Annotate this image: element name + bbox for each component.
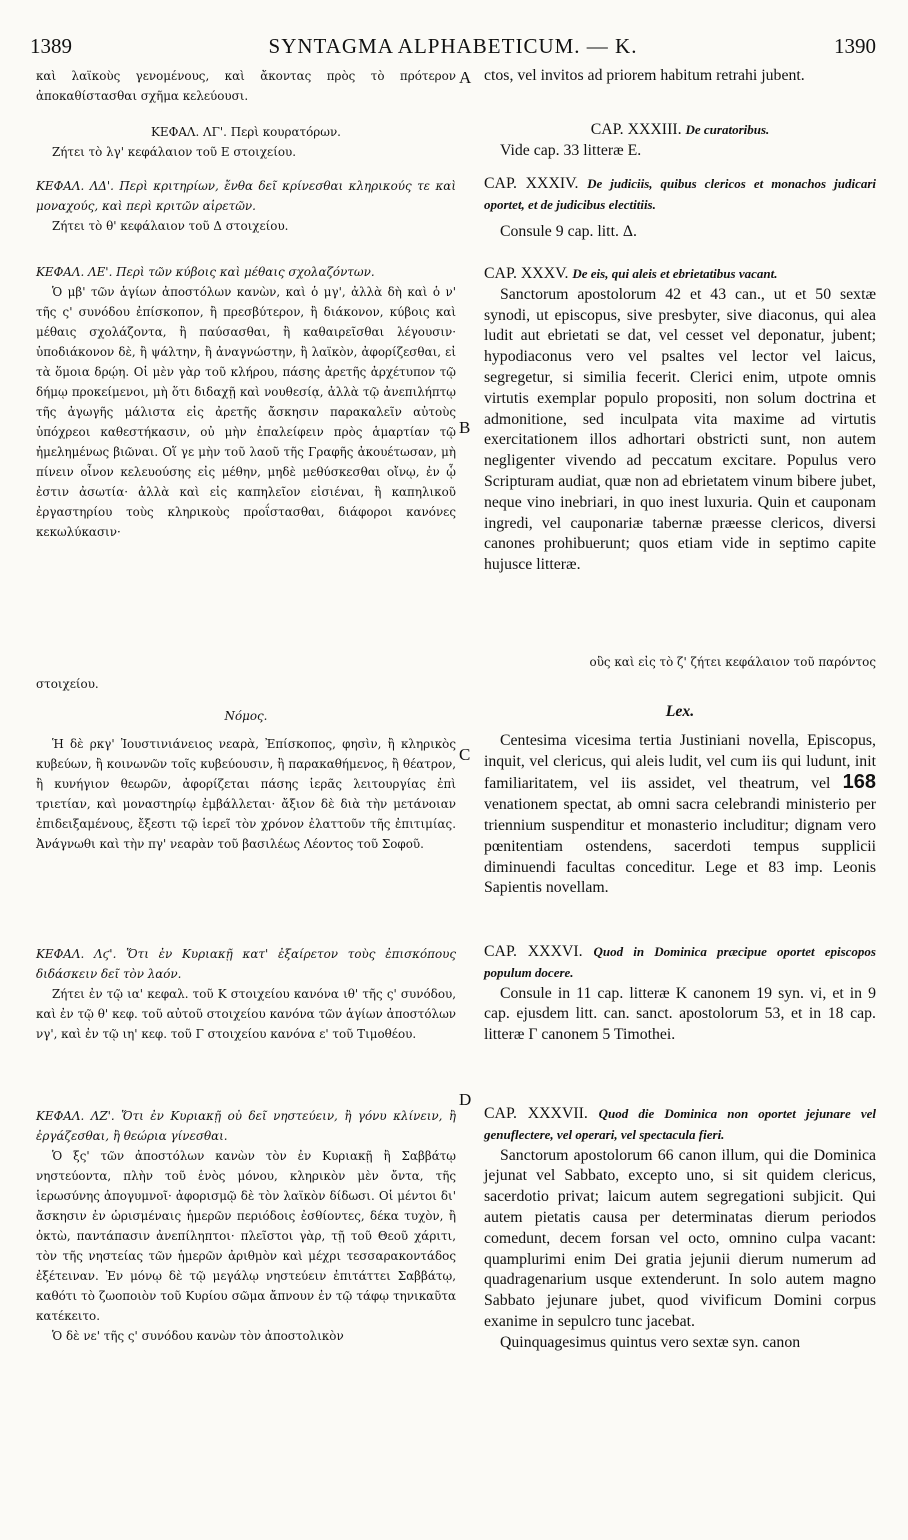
latin-lex-body	[484, 731, 876, 899]
margin-marker-d: D	[459, 1090, 472, 1109]
latin-ch34-title: De judiciis, quibus clericos et monachos judicari oportet, et de judicibus electitiis.	[484, 176, 877, 212]
latin-ch36-cap: CAP. XXXVI.	[484, 943, 583, 960]
page-number-left: 1389	[30, 34, 72, 58]
greek-ch33	[36, 122, 456, 162]
latin-lex	[484, 702, 876, 899]
latin-ch36-heading	[484, 942, 876, 984]
latin-ch33-body: Vide cap. 33 litteræ E.	[500, 141, 642, 159]
latin-continuation	[484, 66, 876, 87]
greek-ch33-body: Ζήτει τὸ λγ' κεφάλαιον τοῦ Ε στοιχείου.	[52, 145, 297, 159]
greek-ch35	[36, 262, 456, 542]
latin-ch34	[484, 174, 876, 242]
latin-ch35	[484, 264, 876, 576]
greek-ch34	[36, 176, 456, 236]
latin-ch37-heading	[484, 1104, 876, 1146]
cross-column-line	[36, 652, 876, 672]
latin-lex-heading: Lex.	[665, 703, 695, 720]
latin-ch34-body: Consule 9 cap. litt. Δ.	[500, 222, 637, 240]
greek-stoicheiou	[36, 674, 456, 694]
page-header	[30, 34, 876, 60]
greek-ch36	[36, 944, 456, 1044]
greek-ch33-heading: ΚΕΦΑΛ. ΛΓ'. Περὶ κουρατόρων.	[151, 125, 341, 139]
margin-marker-b: B	[459, 418, 471, 437]
greek-ch37	[36, 1106, 456, 1346]
greek-ch34-heading: ΚΕΦΑΛ. ΛΔ'. Περὶ κριτηρίων, ἔνθα δεῖ κρίνεσθαι κληρικούς τε καὶ μοναχούς, καὶ περὶ κριτῶν αἱρετῶν.	[36, 179, 456, 213]
margin-marker-a: A	[459, 68, 472, 87]
greek-ch36-heading: ΚΕΦΑΛ. Λϛ'. Ὅτι ἐν Κυριακῇ κατ' ἐξαίρετον τοὺς ἐπισκόπους διδάσκειν δεῖ τὸν λαόν.	[36, 947, 456, 981]
inline-page-number: 168	[842, 771, 877, 794]
greek-ch37-body2: Ὁ δὲ νε' τῆς ς' συνόδου κανὼν τὸν ἀποστολικὸν	[52, 1329, 344, 1343]
page-number-right: 1390	[834, 34, 876, 58]
latin-ch37-title: Quod die Dominica non oportet jejunare vel genuflectere, vel operari, vel spectacula fieri.	[484, 1106, 876, 1142]
latin-ch33-title: De curatoribus.	[685, 122, 770, 137]
greek-ch37-heading: ΚΕΦΑΛ. ΛΖ'. Ὅτι ἐν Κυριακῇ οὐ δεῖ νηστεύειν, ἢ γόνυ κλίνειν, ἢ ἐργάζεσθαι, ἢ θεώρια γίνεσθαι.	[36, 1109, 456, 1143]
latin-para-0: ctos, vel invitos ad priorem habitum retrahi jubent.	[484, 67, 805, 84]
latin-ch33-heading	[484, 120, 876, 141]
greek-nomos-body: Ἡ δὲ ρκγ' Ἰουστινιάνειος νεαρὰ, Ἐπίσκοπος, φησὶν, ἢ κληρικὸς κυβεύων, ἢ κοινωνῶν τοῖς κυβεύουσιν, ἢ παρακαθήμενος, ἢ θέατρον, ἢ κυνήγιον θεωρῶν, ἀφορίζεται πάσης ἱερᾶς λειτουργίας ἐπὶ τριετίαν, καὶ μοναστηρίῳ ἐμβάλλεται· ἄξιον δὲ διὰ τὴν μετάνοιαν ἐπιδειξαμένους, ἔξεστι τῷ ἱερεῖ τὸν χρόνον ἐλαττοῦν τῆς ἐπιτιμίας. Ἀνάγνωθι καὶ τὴν πγ' νεαρὰν τοῦ βασιλέως Λέοντος τοῦ Σοφοῦ.	[36, 737, 456, 851]
greek-ch34-body: Ζήτει τὸ θ' κεφάλαιον τοῦ Δ στοιχείου.	[52, 219, 289, 233]
latin-ch35-title: De eis, qui aleis et ebrietatibus vacant.	[572, 266, 778, 281]
latin-ch34-heading	[484, 174, 876, 216]
latin-ch34-cap: CAP. XXXIV.	[484, 175, 579, 192]
latin-ch36-body: Consule in 11 cap. litteræ K canonem 19 syn. vi, et in 9 cap. ejusdem litt. can. sanct. apostolorum 53, et in 18 cap. litteræ Γ canonem 5 Timothei.	[484, 984, 876, 1044]
latin-ch35-heading	[484, 264, 876, 285]
latin-ch33	[484, 120, 876, 162]
greek-nomos	[36, 706, 456, 854]
latin-ch36-title: Quod in Dominica præcipue oportet episcopos populum docere.	[484, 944, 876, 980]
greek-stoicheiou-line: στοιχείου.	[36, 677, 99, 691]
latin-lex-body-2: venationem spectat, ab omni sacra celebrandi ministerio per triennium suspenditur et monasterio includitur; dignam vero pœnitentiam ostendens, sacerdoti tempus supplicii diminuendi facultas conceditur. Lege et 83 imp. Leonis Sapientis novellam.	[484, 796, 876, 897]
latin-ch33-cap: CAP. XXXIII.	[590, 121, 682, 138]
greek-ch37-body: Ὁ ξς' τῶν ἀποστόλων κανὼν τὸν ἐν Κυριακῇ ἢ Σαββάτῳ νηστεύοντα, πλὴν τοῦ ἑνὸς μόνου, κληρικὸν μὲν ὄντα, τῆς ἱερωσύνης ἀπογυμνοῖ· ἀφορισμῷ δὲ τὸν λαϊκὸν δίδωσι. Οἱ μέντοι δι' ἄσκησιν ἐν ὡρισμέναις ἡμερῶν περιόδοις ἐσθίοντες, δέκα τυχὸν, ἢ ὀκτὼ, παντάπασιν ἀνεπίληπτοι· πλεῖστοι γὰρ, τῇ τοῦ Θεοῦ χάριτι, τὸν τῆς νηστείας τῶν ἡμερῶν ἀριθμὸν καὶ μέχρι τεσσαρακοντάδος ἐξέτειναν. Ἐν μόνῳ δὲ τῷ μεγάλῳ νηστεύειν ἐπιτάττει Σαββάτῳ, καθότι τὸ ζωοποιὸν τοῦ Κυρίου σῶμα ἄπνουν ἐν τῷ τάφῳ τηνικαῦτα κατέκειτο.	[36, 1149, 456, 1323]
greek-nomos-heading: Νόμος.	[224, 709, 268, 723]
latin-lex-body-1: Centesima vicesima tertia Justiniani novella, Episcopus, inquit, vel clericus, qui aleis ludit, vel cum iis qui ludunt, init familiaritatem, vel iis assidet, vel theatrum, vel	[484, 731, 876, 793]
latin-ch37-cap: CAP. XXXVII.	[484, 1105, 588, 1122]
latin-ch35-body: Sanctorum apostolorum 42 et 43 can., ut et 50 sextæ synodi, ut episcopus, sive presbyter, sive diaconus, qui alea ludit aut ebrietati se dat, vel cesset vel deponatur, jubent; hypodiaconus vero vel psaltes vel lector vel laicus, segregetur, si similia fecerit. Clerici enim, utpote omnis virtutis exemplar populo propositi, non solum doctrina et admonitione, sed inculpata vita maxime ad virtutis exercitationem illos adhortari obstricti sunt, non autem negligenter vivendo ad peccatum excitare. Populus vero Scripturam audiat, quæ non ad ebrietatem vinum bibere jubet, neque vino inebriari, in quo inest luxuria. Quin et cauponam ingredi, vel cauponariæ tabernæ præesse clericos, diversi canones prohibuerunt; quos etiam vide in septimo capite hujusce litteræ.	[484, 285, 876, 574]
latin-ch37-body: Sanctorum apostolorum 66 canon illum, qui die Dominica jejunat vel Sabbato, excepto uno, si sit quidem clericus, sacerdotio privat; laicum autem segregationi subjicit. Qui autem pietatis causa per determinatas dierum periodos comedunt, decem forsan vel octo, omnino culpa vacant: quamplurimi enim Dei gratia jejunii dierum numerum ad quadragenarium usque extenderunt. In solo autem magno Sabbato jejunare jubet, quod vivificum Domini corpus exanime in sepulcro tunc jacebat.	[484, 1146, 876, 1330]
greek-ch36-body: Ζήτει ἐν τῷ ια' κεφαλ. τοῦ Κ στοιχείου κανόνα ιθ' τῆς ς' συνόδου, καὶ ἐν τῷ θ' κεφ. τοῦ αὐτοῦ στοιχείου κανόνα τῶν ἁγίων ἀποστόλων νγ', καὶ ἐν τῷ ιη' κεφ. τοῦ Γ στοιχείου κανόνα ε' τοῦ Τιμοθέου.	[36, 987, 456, 1041]
greek-para-0: καὶ λαϊκοὺς γενομένους, καὶ ἄκοντας πρὸς τὸ πρότερον ἀποκαθίστασθαι σχῆμα κελεύουσι.	[36, 69, 456, 103]
latin-ch37	[484, 1104, 876, 1354]
cross-column-greek-text: οὓς καὶ εἰς τὸ ζ' ζήτει κεφάλαιον τοῦ παρόντος	[589, 655, 876, 669]
margin-marker-c: C	[459, 745, 471, 764]
greek-ch35-body: Ὁ μβ' τῶν ἁγίων ἀποστόλων κανὼν, καὶ ὁ μγ', ἀλλὰ δὴ καὶ ὁ ν' τῆς ς' συνόδου ἐπίσκοπον, ἢ πρεσβύτερον, ἢ διάκονον, κύβοις καὶ μέθαις σχολάζοντα, ἢ παύσασθαι, ἢ καθαιρεῖσθαι λέγουσιν· ὑποδιάκονον δὲ, ἢ ψάλτην, ἢ ἀναγνώστην, ἢ λαϊκὸν, ἀφορίζεσθαι, εἰ τὰ ὅμοια δρῴη. Οἱ μὲν γὰρ τοῦ κλήρου, πάσης ἀρετῆς ἀρχέτυπον τῷ δήμῳ προκείμενοι, μὴ ὅτι διδαχῇ καὶ νουθεσίᾳ, ἀλλὰ τῷ ἀνεπιλήπτῳ τῆς ἀγωγῆς μάλιστα εἰς ἀρετῆς ἄσκησιν παρακαλεῖν αὐτοὺς ὑπόχρεοι καθεστήκασιν, οὐ μὴν ἐπαλείφειν πρὸς ἁμαρτίαν τῷ ἠμελημένως βιῶναι. Οἵ γε μὴν τοῦ λαοῦ τῆς Γραφῆς ἀκουέτωσαν, μὴ πίνειν οἶνον κελευούσης εἰς μέθην, μηδὲ μεθύσκεσθαι οἴνῳ, ἐν ᾧ ἐστιν ἀσωτία· ἀλλὰ καὶ εἰς καπηλεῖον εἰσιέναι, ἢ καπηλικοῦ ἐργαστηρίου τοὺς κληρικοὺς προΐστασθαι, διάφοροι κανόνες κεκωλύκασιν·	[36, 285, 456, 539]
running-title: SYNTAGMA ALPHABETICUM. — K.	[268, 34, 638, 58]
latin-ch36	[484, 942, 876, 1046]
latin-ch35-cap: CAP. XXXV.	[484, 265, 569, 282]
greek-ch35-heading: ΚΕΦΑΛ. ΛΕ'. Περὶ τῶν κύβοις καὶ μέθαις σχολαζόντων.	[36, 265, 375, 279]
greek-continuation	[36, 66, 456, 106]
latin-ch37-body2: Quinquagesimus quintus vero sextæ syn. canon	[500, 1333, 801, 1351]
